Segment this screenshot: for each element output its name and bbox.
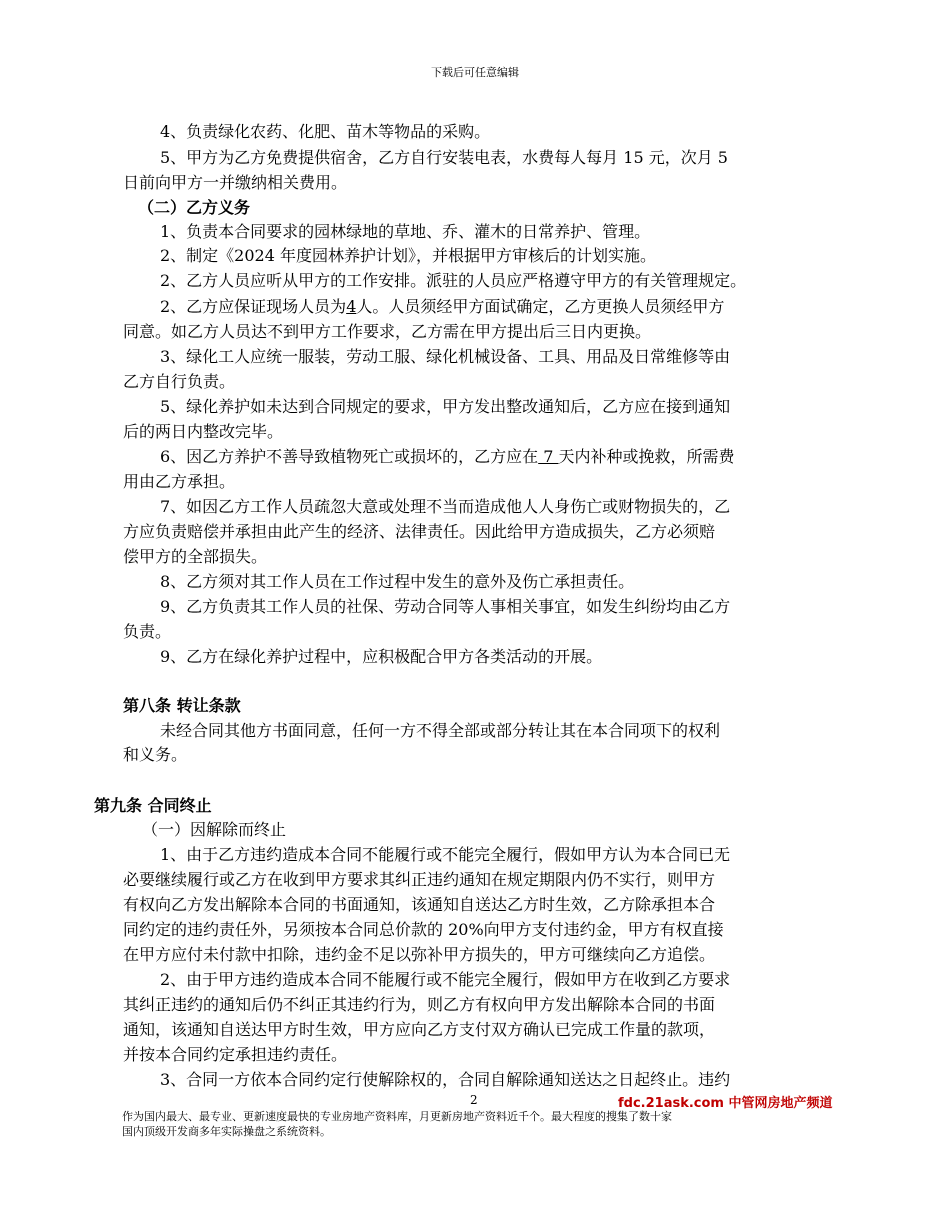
text-line: 3、绿化工人应统一服装，劳动工服、绿化机械设备、工具、用品及日常维修等由 (160, 347, 731, 366)
subsection-heading: （一）因解除而终止 (142, 820, 287, 839)
text-line: 在甲方应付未付款中扣除，违约金不足以弥补甲方损失的，甲方可继续向乙方追偿。 (123, 945, 716, 964)
text-line: 2、乙方人员应听从甲方的工作安排。派驻的人员应严格遵守甲方的有关管理规定。 (160, 271, 747, 290)
text-line: 同意。如乙方人员达不到甲方工作要求，乙方需在甲方提出后三日内更换。 (123, 322, 652, 341)
text-line: 9、乙方在绿化养护过程中，应积极配合甲方各类活动的开展。 (160, 647, 603, 666)
text-line: 1、由于乙方违约造成本合同不能履行或不能完全履行，假如甲方认为本合同已无 (160, 845, 731, 864)
text-line: 负责。 (123, 622, 172, 641)
text-line: 未经合同其他方书面同意，任何一方不得全部或部分转让其在本合同项下的权利 (160, 721, 721, 740)
text-line (160, 446, 735, 468)
text-line: 9、乙方负责其工作人员的社保、劳动合同等人事相关事宜，如发生纠纷均由乙方 (160, 597, 731, 616)
text-line: 2、由于甲方违约造成本合同不能履行或不能完全履行，假如甲方在收到乙方要求 (160, 970, 731, 989)
footer-text: 国内顶级开发商多年实际操盘之系统资料。 (122, 1125, 331, 1138)
text-segment: 天内补种或挽救，所需费 (558, 447, 735, 466)
footer-text: 作为国内最大、最专业、更新速度最快的专业房地产资料库，月更新房地产资料近千个。最大程度的搜集了数十家 (122, 1110, 672, 1123)
article-heading: 第九条 合同终止 (94, 796, 212, 815)
brand-link[interactable]: fdc.21ask.com 中管网房地产频道 (618, 1096, 833, 1111)
text-line (160, 296, 724, 318)
page-header: 下载后可任意编辑 (431, 66, 519, 79)
article-heading: 第八条 转让条款 (123, 696, 241, 715)
text-line: 通知，该通知自送达甲方时生效，甲方应向乙方支付双方确认已完成工作量的款项， (123, 1020, 716, 1039)
text-line: 7、如因乙方工作人员疏忽大意或处理不当而造成他人人身伤亡或财物损失的，乙 (160, 497, 731, 516)
text-line: 同约定的违约责任外，另须按本合同总价款的 20%向甲方支付违约金，甲方有权直接 (123, 920, 724, 939)
text-line: 其纠正违约的通知后仍不纠正其违约行为，则乙方有权向甲方发出解除本合同的书面 (123, 995, 716, 1014)
text-segment: 2、乙方应保证现场人员为 (160, 297, 347, 316)
text-segment: 人。人员须经甲方面试确定，乙方更换人员须经甲方 (356, 297, 725, 316)
text-line: 日前向甲方一并缴纳相关费用。 (123, 173, 348, 192)
section-heading: （二）乙方义务 (138, 198, 251, 217)
text-line: 后的两日内整改完毕。 (123, 422, 284, 441)
text-line: 2、制定《2024 年度园林养护计划》，并根据甲方审核后的计划实施。 (160, 246, 656, 265)
page-number: 2 (470, 1093, 478, 1107)
text-line: 5、绿化养护如未达到合同规定的要求，甲方发出整改通知后，乙方应在接到通知 (160, 397, 731, 416)
text-line: 1、负责本合同要求的园林绿地的草地、乔、灌木的日常养护、管理。 (160, 222, 651, 241)
text-line: 和义务。 (123, 745, 188, 764)
text-line: 8、乙方须对其工作人员在工作过程中发生的意外及伤亡承担责任。 (160, 572, 635, 591)
underlined-value: 7 (538, 447, 559, 466)
text-line: 5、甲方为乙方免费提供宿舍，乙方自行安装电表，水费每人每月 15 元，次月 5 (160, 148, 728, 167)
text-line: 并按本合同约定承担违约责任。 (123, 1045, 348, 1064)
text-line: 必要继续履行或乙方在收到甲方要求其纠正违约通知在规定期限内仍不实行，则甲方 (123, 870, 716, 889)
underlined-value: 4 (346, 297, 357, 316)
text-line: 偿甲方的全部损失。 (123, 547, 268, 566)
text-line: 用由乙方承担。 (123, 472, 236, 491)
text-segment: 6、因乙方养护不善导致植物死亡或损坏的，乙方应在 (160, 447, 539, 466)
text-line: 4、负责绿化农药、化肥、苗木等物品的采购。 (160, 122, 491, 141)
text-line: 乙方自行负责。 (123, 372, 236, 391)
text-line: 方应负责赔偿并承担由此产生的经济、法律责任。因此给甲方造成损失，乙方必须赔 (123, 522, 716, 541)
text-line: 3、合同一方依本合同约定行使解除权的，合同自解除通知送达之日起终止。违约 (160, 1070, 731, 1089)
text-line: 有权向乙方发出解除本合同的书面通知，该通知自送达乙方时生效，乙方除承担本合 (123, 895, 716, 914)
